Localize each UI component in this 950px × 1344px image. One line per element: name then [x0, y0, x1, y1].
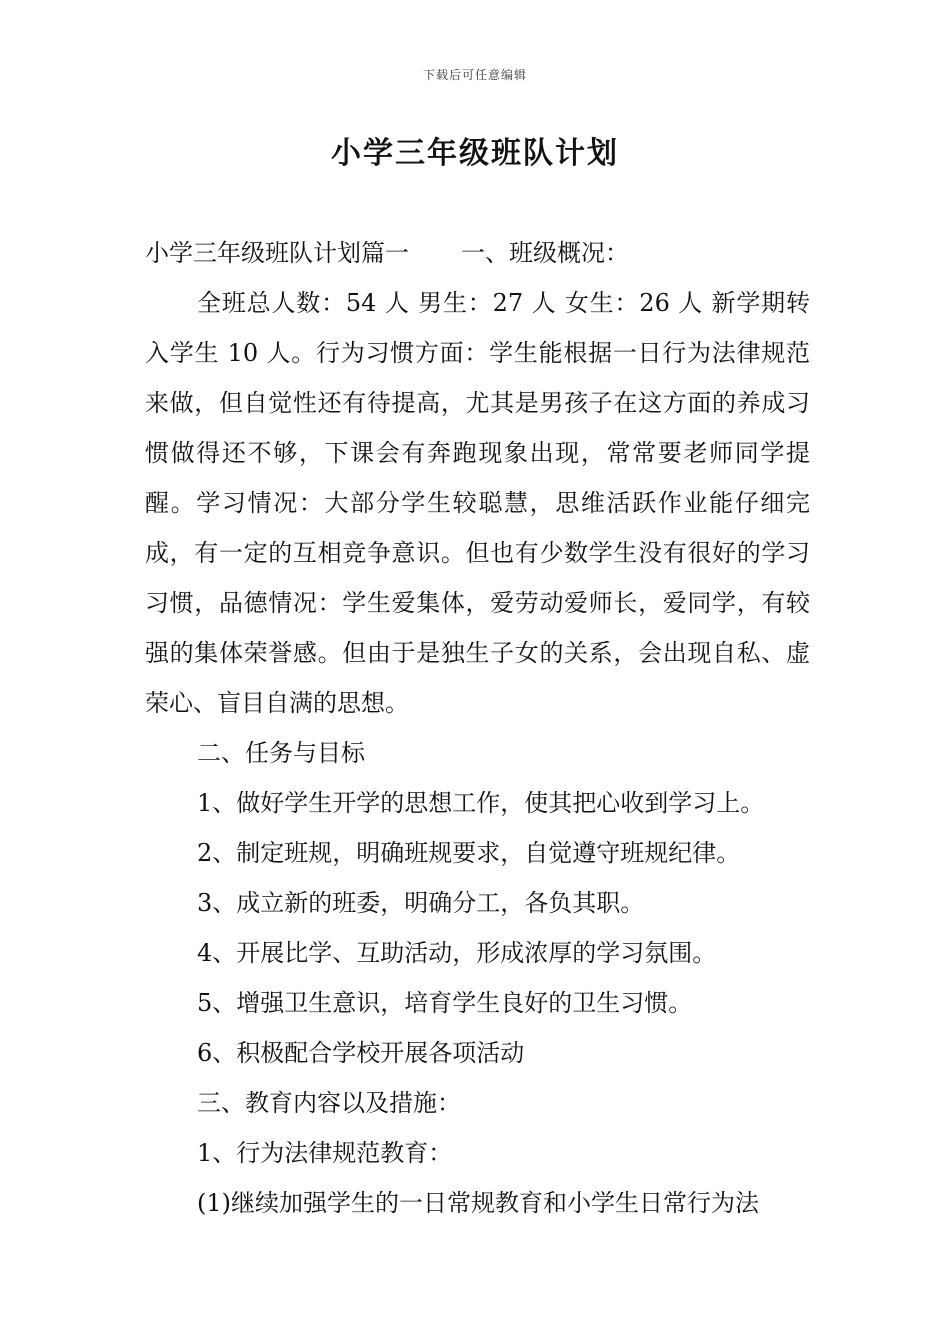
document-title: 小学三年级班队计划 [331, 136, 619, 171]
goal-item-5: 5、增强卫生意识，培育学生良好的卫生习惯。 [197, 989, 693, 1017]
goal-item-1: 1、做好学生开学的思想工作，使其把心收到学习上。 [197, 789, 765, 817]
intro-line [145, 228, 810, 278]
measure-1-heading: 1、行为法律规范教育： [197, 1139, 453, 1167]
measure-1-1: (1)继续加强学生的一日常规教育和小学生日常行为法 [197, 1189, 759, 1217]
section1-heading: 一、班级概况： [461, 239, 629, 267]
intro-lead: 小学三年级班队计划篇一 [145, 239, 409, 267]
section3-heading: 三、教育内容以及措施： [197, 1089, 461, 1117]
goal-item-2: 2、制定班规，明确班规要求，自觉遵守班规纪律。 [197, 839, 741, 867]
section2-heading: 二、任务与目标 [197, 739, 365, 767]
overview-paragraph: 全班总人数：54 人 男生：27 人 女生：26 人 新学期转入学生 10 人。行为习惯方面：学生能根据一日行为法律规范来做，但自觉性还有待提高，尤其是男孩子在这方面的养成习惯做得还不够，下课会有奔跑现象出现，常常要老师同学提醒。学习情况：大部分学生较聪慧，思维活跃作业能仔细完成，有一定的互相竞争意识。但也有少数学生没有很好的学习习惯，品德情况：学生爱集体，爱劳动爱师长，爱同学，有较强的集体荣誉感。但由于是独生子女的关系，会出现自私、虚荣心、盲目自满的思想。 [145, 289, 810, 717]
goal-item-4: 4、开展比学、互助活动，形成浓厚的学习氛围。 [197, 939, 717, 967]
goal-item-3: 3、成立新的班委，明确分工，各负其职。 [197, 889, 645, 917]
header-note: 下载后可任意编辑 [422, 68, 527, 82]
goal-item-6: 6、积极配合学校开展各项活动 [197, 1039, 525, 1067]
document-body [145, 228, 810, 1228]
